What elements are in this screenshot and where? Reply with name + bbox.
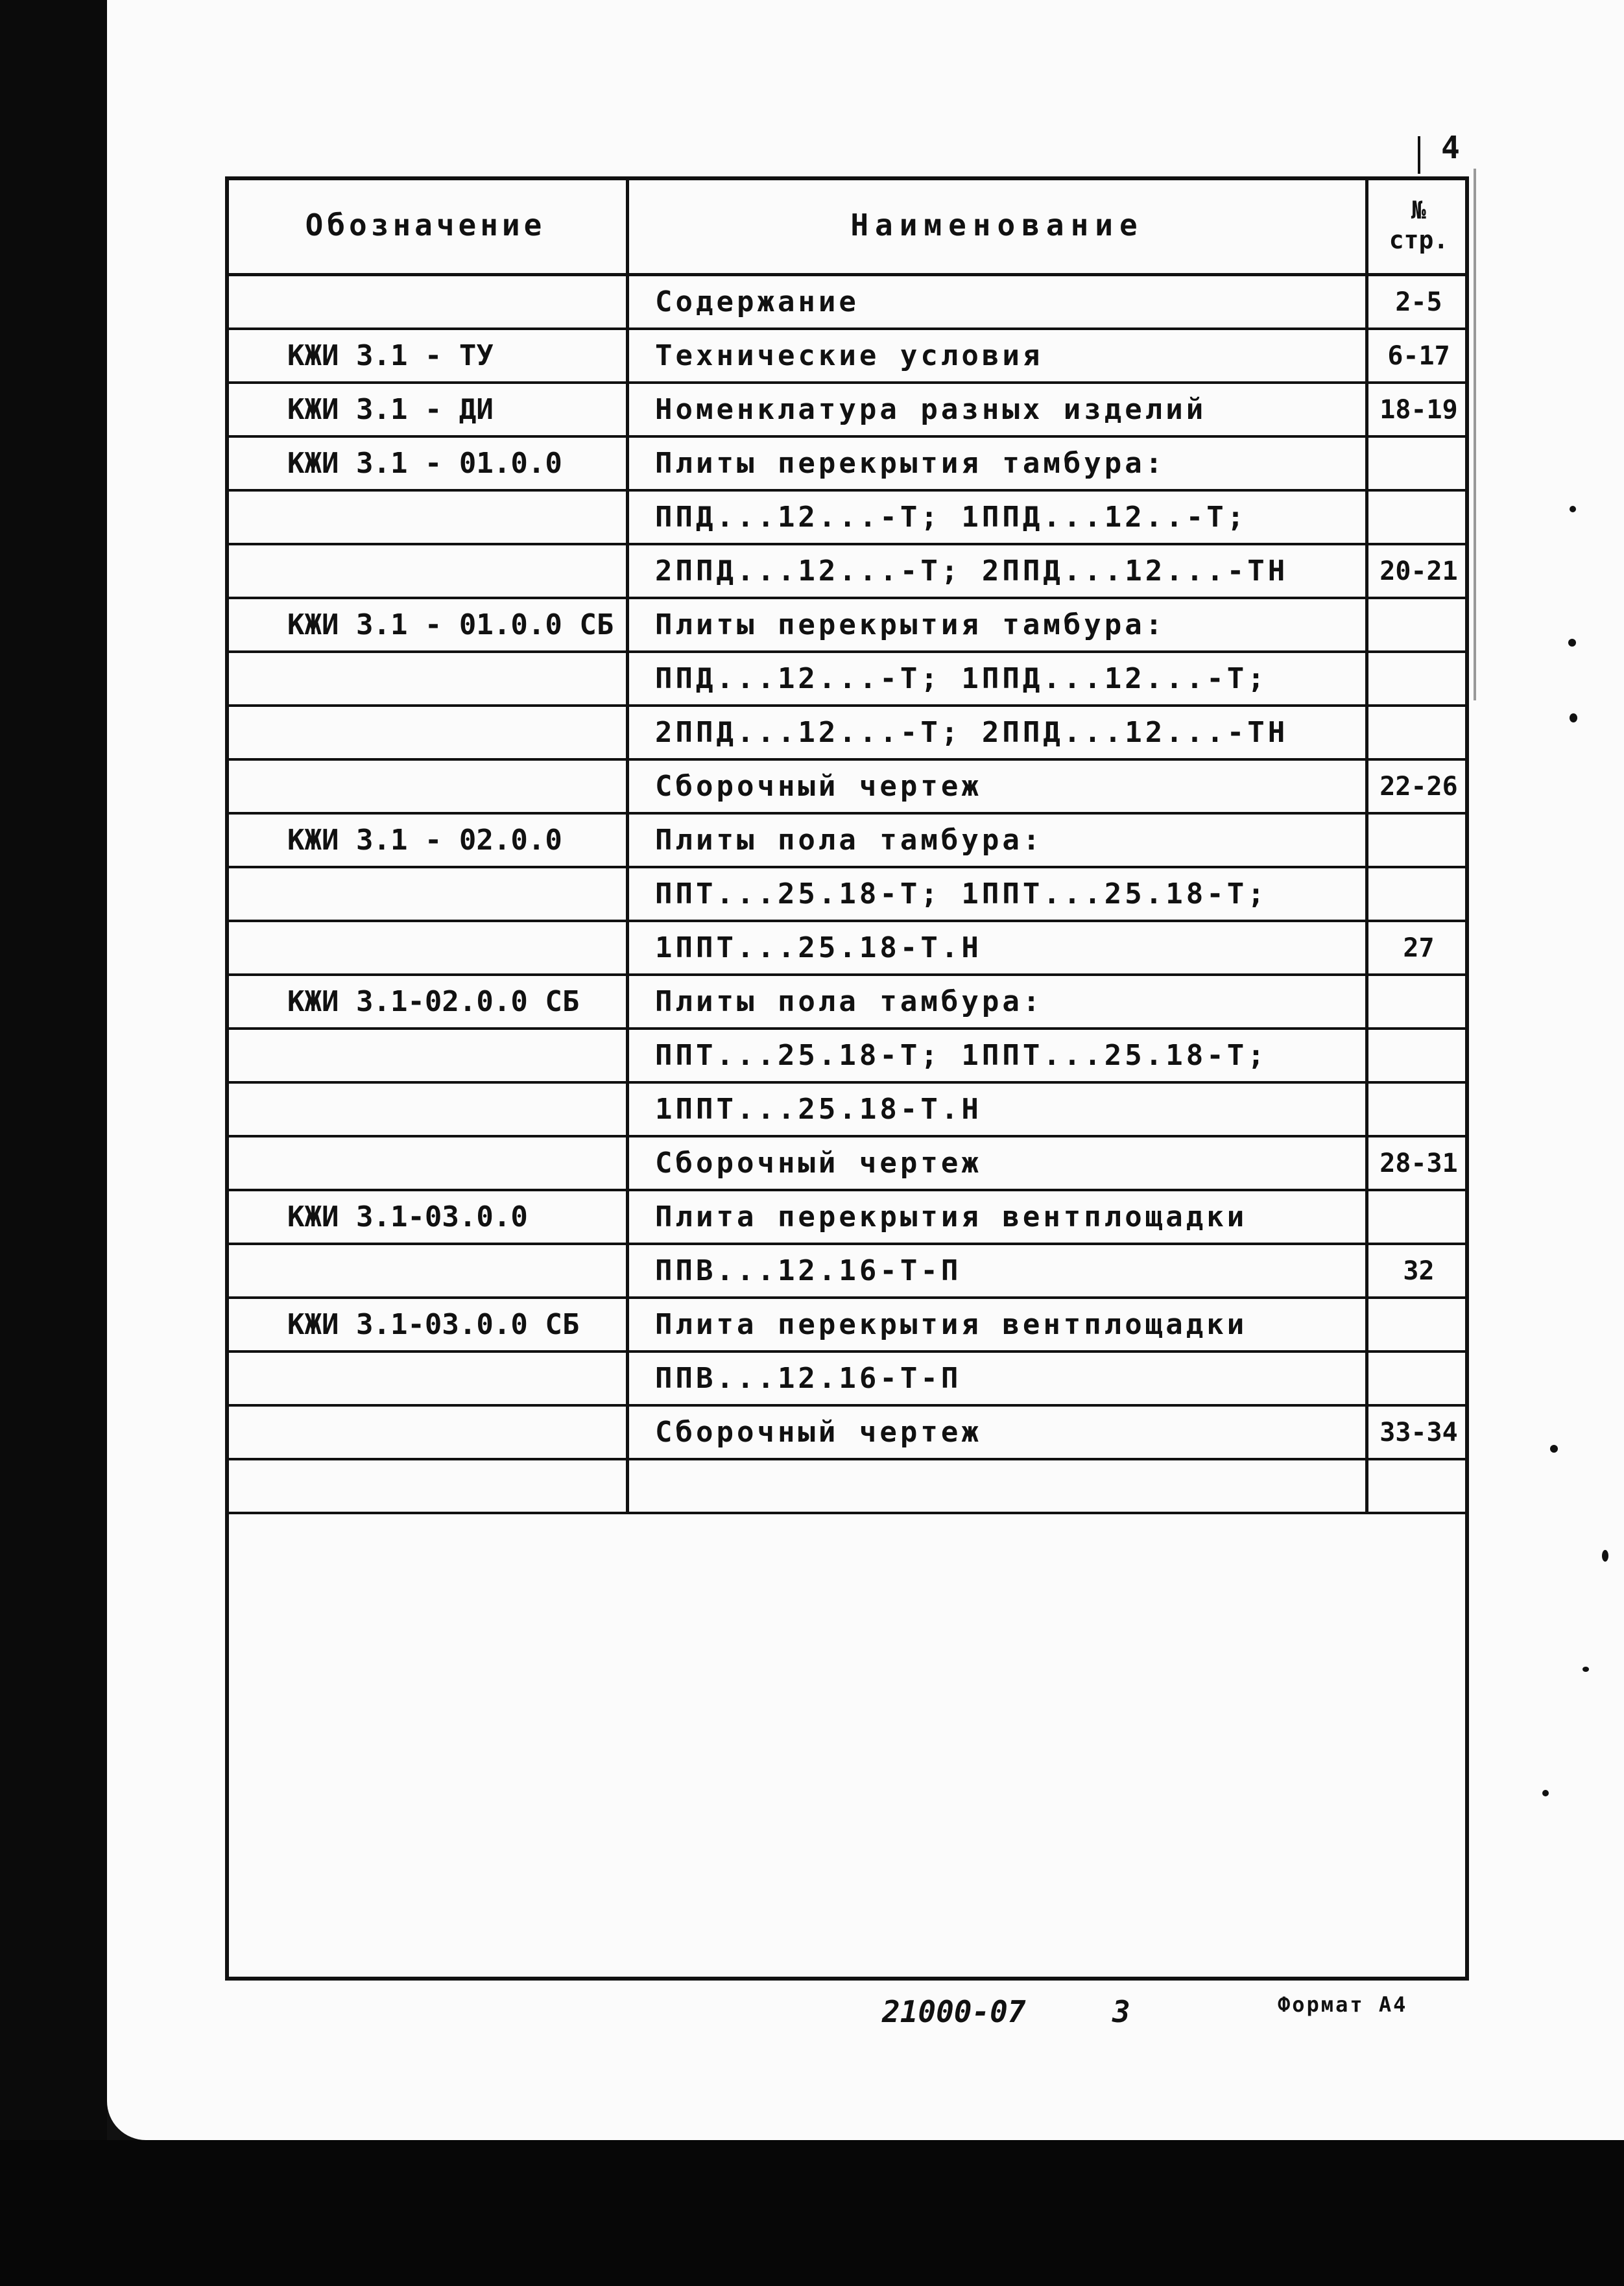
row-designation — [225, 761, 629, 812]
scan-speck — [1570, 713, 1577, 722]
row-designation: КЖИ 3.1 - ДИ — [225, 384, 629, 435]
row-name: Содержание — [629, 276, 1368, 327]
scan-speck — [1570, 506, 1576, 512]
row-designation — [225, 1460, 629, 1512]
table-row — [225, 815, 1469, 868]
corner-page-number: 4 — [1441, 130, 1460, 166]
row-page: 18-19 — [1379, 394, 1458, 425]
table-row — [225, 1245, 1469, 1299]
table-row — [225, 761, 1469, 815]
row-designation — [225, 653, 629, 704]
row-page — [1368, 1299, 1469, 1350]
table-row — [225, 922, 1469, 976]
row-name: Сборочный чертеж — [629, 1407, 1368, 1458]
row-page — [1368, 438, 1469, 489]
row-page — [1368, 1030, 1469, 1081]
frame-edge-line — [1474, 169, 1476, 700]
table-row — [225, 868, 1469, 922]
row-name: Сборочный чертеж — [629, 1137, 1368, 1189]
row-name: 2ППД...12...-Т; 2ППД...12...-ТН — [629, 545, 1368, 597]
row-page: 33-34 — [1379, 1417, 1458, 1447]
row-page — [1368, 599, 1469, 650]
row-designation — [225, 545, 629, 597]
table-row — [225, 492, 1469, 545]
table-row — [225, 384, 1469, 438]
row-name: Технические условия — [629, 330, 1368, 381]
table-row — [225, 545, 1469, 599]
row-designation — [225, 276, 629, 327]
scan-speck — [1550, 1445, 1558, 1453]
row-name: Плиты пола тамбура: — [629, 815, 1368, 866]
scan-bottom-dark-band — [0, 2140, 1624, 2286]
document-code: 21000-07 — [882, 1994, 1026, 2029]
row-name: 1ППТ...25.18-Т.Н — [629, 1084, 1368, 1135]
table-row — [225, 1460, 1469, 1514]
row-name: 1ППТ...25.18-Т.Н — [629, 922, 1368, 973]
row-page: 22-26 — [1379, 771, 1458, 802]
row-designation — [225, 1245, 629, 1296]
table-row — [225, 976, 1469, 1030]
row-name: Сборочный чертеж — [629, 761, 1368, 812]
header-page-number-sign: № — [1411, 195, 1426, 224]
row-designation: КЖИ 3.1 - 01.0.0 СБ — [225, 599, 629, 650]
table-row — [225, 276, 1469, 330]
row-page — [1368, 1191, 1469, 1243]
row-page — [1368, 1460, 1469, 1512]
row-page: 6-17 — [1387, 340, 1450, 371]
scan-speck — [1568, 639, 1576, 647]
row-page — [1368, 653, 1469, 704]
row-designation: КЖИ 3.1 - 01.0.0 — [225, 438, 629, 489]
row-designation — [225, 1030, 629, 1081]
row-name: Плита перекрытия вентплощадки — [629, 1191, 1368, 1243]
row-name: Плиты перекрытия тамбура: — [629, 599, 1368, 650]
row-designation — [225, 1407, 629, 1458]
row-name: ППД...12...-Т; 1ППД...12..-Т; — [629, 492, 1368, 543]
table-row — [225, 1353, 1469, 1407]
scan-left-dark-band — [0, 0, 107, 2286]
row-name: Плиты пола тамбура: — [629, 976, 1368, 1027]
row-page: 28-31 — [1379, 1148, 1458, 1178]
row-designation — [225, 492, 629, 543]
row-page — [1368, 1084, 1469, 1135]
row-name: ППВ...12.16-Т-П — [629, 1353, 1368, 1404]
header-page-abbr: стр. — [1389, 225, 1449, 254]
scan-speck — [1602, 1550, 1608, 1562]
row-page — [1368, 868, 1469, 920]
row-page — [1368, 815, 1469, 866]
row-designation: КЖИ 3.1-03.0.0 — [225, 1191, 629, 1243]
paper-format: Формат А4 — [1278, 1992, 1408, 2017]
row-name: Плиты перекрытия тамбура: — [629, 438, 1368, 489]
table-row — [225, 1030, 1469, 1084]
row-page: 27 — [1403, 933, 1435, 963]
row-designation: КЖИ 3.1 - 02.0.0 — [225, 815, 629, 866]
header-designation: Обозначение — [225, 176, 629, 273]
row-designation: КЖИ 3.1 - ТУ — [225, 330, 629, 381]
row-page — [1368, 707, 1469, 758]
header-page — [1368, 176, 1469, 273]
scan-speck — [1542, 1790, 1549, 1796]
table-row — [225, 438, 1469, 492]
row-name: ППД...12...-Т; 1ППД...12...-Т; — [629, 653, 1368, 704]
table-row — [225, 707, 1469, 761]
table-row — [225, 599, 1469, 653]
table-header — [225, 176, 1469, 276]
row-designation: КЖИ 3.1-03.0.0 СБ — [225, 1299, 629, 1350]
table-row — [225, 1137, 1469, 1191]
row-designation — [225, 1353, 629, 1404]
header-name: Наименование — [629, 176, 1368, 273]
row-page — [1368, 976, 1469, 1027]
row-name: ППВ...12.16-Т-П — [629, 1245, 1368, 1296]
row-designation: КЖИ 3.1-02.0.0 СБ — [225, 976, 629, 1027]
row-page: 2-5 — [1395, 287, 1442, 317]
row-name: ППТ...25.18-Т; 1ППТ...25.18-Т; — [629, 868, 1368, 920]
row-name: 2ППД...12...-Т; 2ППД...12...-ТН — [629, 707, 1368, 758]
row-name: Плита перекрытия вентплощадки — [629, 1299, 1368, 1350]
sheet-number: 3 — [1112, 1994, 1130, 2029]
row-designation — [225, 922, 629, 973]
row-designation — [225, 868, 629, 920]
row-name: ППТ...25.18-Т; 1ППТ...25.18-Т; — [629, 1030, 1368, 1081]
table-row — [225, 330, 1469, 384]
scan-speck — [1582, 1667, 1589, 1672]
row-designation — [225, 707, 629, 758]
row-designation — [225, 1084, 629, 1135]
contents-table — [225, 176, 1469, 1514]
row-name — [629, 1460, 1368, 1512]
row-page: 32 — [1403, 1256, 1435, 1286]
table-row — [225, 1407, 1469, 1460]
row-page — [1368, 492, 1469, 543]
row-name: Номенклатура разных изделий — [629, 384, 1368, 435]
table-row — [225, 1084, 1469, 1137]
corner-tick-mark — [1418, 136, 1420, 174]
row-page — [1368, 1353, 1469, 1404]
row-designation — [225, 1137, 629, 1189]
table-row — [225, 653, 1469, 707]
table-row — [225, 1191, 1469, 1245]
table-row — [225, 1299, 1469, 1353]
row-page: 20-21 — [1379, 556, 1458, 586]
